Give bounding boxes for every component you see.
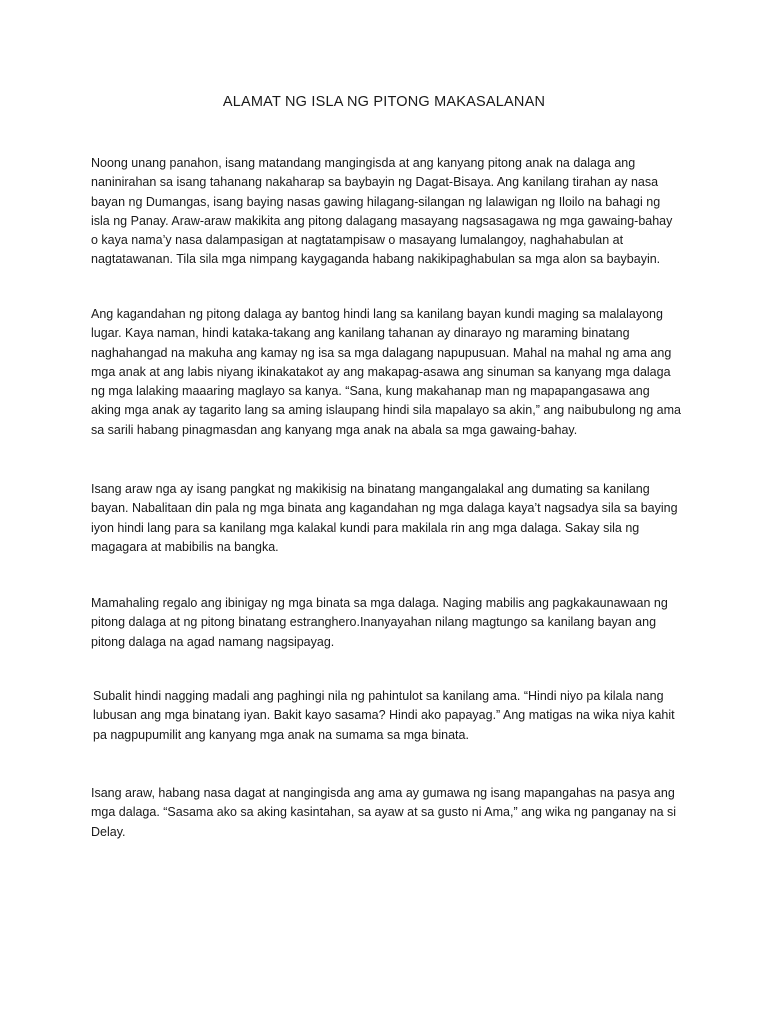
paragraph-2: Ang kagandahan ng pitong dalaga ay bantog hindi lang sa kanilang bayan kundi maging sa malalayong lugar. Kaya naman, hindi kataka-takang ang kanilang tahanan ay dinarayo ng maraming binatang naghahangad na makuha ang kamay ng isa sa mga dalagang napupusuan. Mahal na mahal ng ama ang mga anak at ang labis niyang ikinakatakot ay ang makapag-asawa ang sinuman sa kanyang mga dalaga ng mga lalaking maaaring maglayo sa kanya. “Sana, kung makahanap man ng mapapangasawa ang aking mga anak ay tagarito lang sa aming islaupang hindi sila mapalayo sa akin,” ang naibubulong ng ama sa sarili habang pinagmasdan ang kanyang mga anak na abala sa mga gawaing-bahay. (91, 307, 681, 437)
paragraph-3: Isang araw nga ay isang pangkat ng makikisig na binatang mangangalakal ang dumating sa kanilang bayan. Nabalitaan din pala ng mga binata ang kagandahan ng mga dalaga kaya’t nagsadya sila sa baying iyon hindi lang para sa kanilang mga kalakal kundi para makilala rin ang mga dalaga. Sakay sila ng magagara at mabibilis na bangka. (91, 482, 678, 554)
paragraph-5: Subalit hindi nagging madali ang paghingi nila ng pahintulot sa kanilang ama. “Hindi niyo pa kilala nang lubusan ang mga binatang iyan. Bakit kayo sasama? Hindi ako papayag.” Ang matigas na wika niya kahit pa nagpupumilit ang kanyang mga anak na sumama sa mga binata. (93, 689, 675, 742)
paragraph-4: Mamahaling regalo ang ibinigay ng mga binata sa mga dalaga. Naging mabilis ang pagkakaunawaan ng pitong dalaga at ng pitong binatang estranghero.Inanyayahan nilang magtungo sa kanilang bayan ang pitong dalaga na agad namang nagsipayag. (91, 596, 668, 649)
paragraph-6: Isang araw, habang nasa dagat at nangingisda ang ama ay gumawa ng isang mapangahas na pasya ang mga dalaga. “Sasama ako sa aking kasintahan, sa ayaw at sa gusto ni Ama,” ang wika ng panganay na si Delay. (91, 786, 677, 839)
paragraph-1: Noong unang panahon, isang matandang mangingisda at ang kanyang pitong anak na dalaga ang naninirahan sa isang tahanang nakaharap sa baybayin ng Dagat-Bisaya. Ang kanilang tirahan ay nasa bayan ng Dumangas, isang baying nasas gawing hilagang-silangan ng lalawigan ng Iloilo na bahagi ng isla ng Panay. Araw-araw makikita ang pitong dalagang masayang nagsasagawa ng mga gawaing-bahay o kaya nama’y nasa dalampasigan at nagtatampisaw o masayang lumalangoy, naghahabulan at nagtatawanan. Tila sila mga nimpang kaygaganda habang nakikipaghabulan sa mga alon sa baybayin. (91, 156, 673, 267)
document-title: ALAMAT NG ISLA NG PITONG MAKASALANAN (222, 94, 546, 110)
